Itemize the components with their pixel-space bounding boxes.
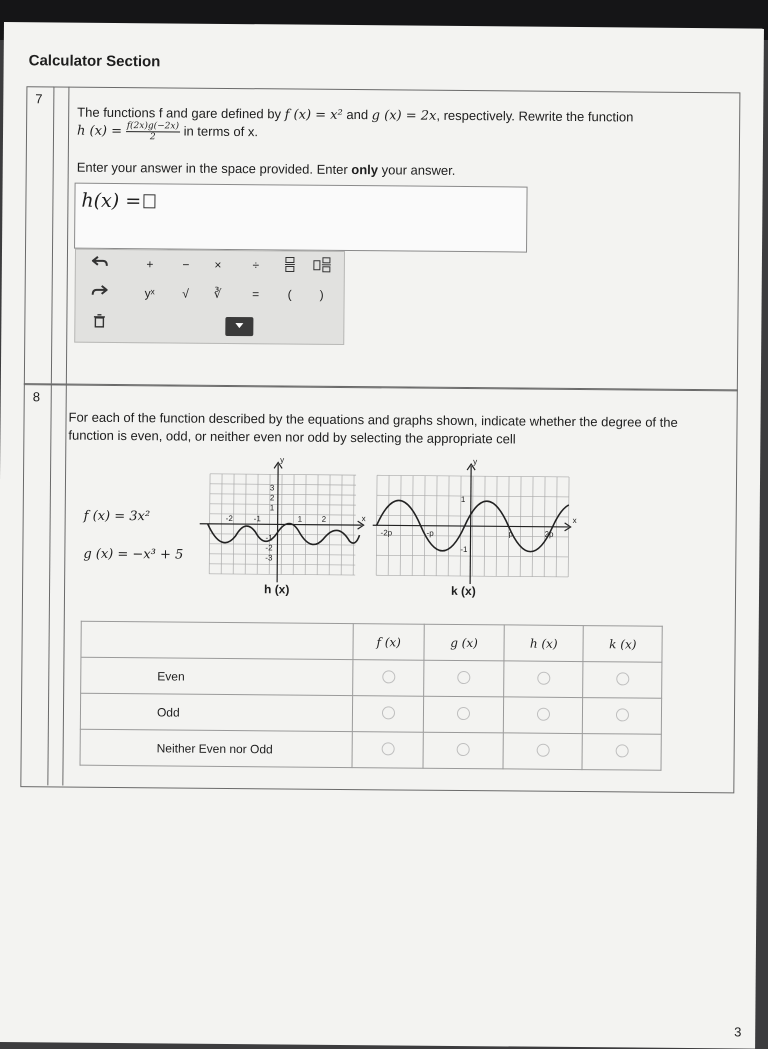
sqrt-button[interactable]: √ [182, 286, 189, 301]
question-8-number: 8 [32, 389, 41, 405]
graph-h-axis-x: x [361, 514, 366, 524]
trash-icon [93, 314, 105, 328]
g-equation: g (x) = −x³ + 5 [83, 546, 184, 563]
minus-button[interactable]: − [182, 257, 190, 272]
open-paren-button[interactable]: ( [287, 287, 292, 302]
radio-g-neither[interactable] [457, 742, 470, 755]
redo-button[interactable] [86, 284, 114, 303]
svg-text:-1: -1 [253, 514, 261, 524]
radio-h-neither[interactable] [536, 743, 549, 756]
graph-k-axis-x: x [572, 515, 577, 526]
graph-h [199, 454, 368, 583]
svg-text:-2: -2 [225, 513, 233, 524]
table-row [80, 693, 661, 734]
question-8-prompt: For each of the function described by the equations and graphs shown, indicate whether the degree of the function is even, odd, or neither even nor odd by selecting the appropriate cell [68, 409, 678, 447]
radio-g-even[interactable] [457, 670, 470, 683]
clear-button[interactable] [85, 314, 113, 333]
radio-h-odd[interactable] [537, 707, 550, 720]
graph-h-label: h (x) [263, 582, 290, 597]
column-header-h: h (x) [504, 625, 584, 662]
fraction-button[interactable] [276, 256, 304, 275]
svg-text:-3: -3 [265, 553, 273, 563]
row-label-even: Even [81, 657, 353, 695]
chevron-down-icon [234, 322, 244, 330]
svg-text:-1: -1 [265, 533, 273, 543]
equals-button[interactable]: = [252, 287, 260, 302]
undo-button[interactable] [86, 255, 114, 274]
svg-text:2: 2 [321, 514, 327, 524]
h-fraction: $\frac{f(2x)g(-2x)}{2}$ [126, 121, 180, 143]
power-button[interactable]: yˣ [144, 286, 155, 301]
question-7-text: The functions f and gare defined by f (x) = x² and g (x) = 2x, respectively. Rewrite the function h (x) = $\frac{f(2x)g(-2x)}{2}$ in terms of x. [76, 104, 634, 143]
section-title: Calculator Section [28, 52, 161, 71]
answer-input-box[interactable] [74, 183, 528, 253]
svg-text:3: 3 [269, 483, 275, 493]
math-toolbar [74, 249, 345, 345]
svg-text:1: 1 [460, 495, 466, 505]
table-row [81, 657, 662, 698]
expand-keypad-button[interactable] [225, 317, 253, 336]
svg-text:1: 1 [297, 514, 303, 524]
mixed-fraction-button[interactable] [308, 257, 336, 276]
radio-h-even[interactable] [537, 671, 550, 684]
graph-k-axis-y: y [473, 457, 478, 467]
degree-table [80, 621, 663, 771]
answer-instruction: Enter your answer in the space provided. Enter only your answer. [76, 159, 456, 178]
graph-k-label: k (x) [450, 583, 476, 599]
worksheet-page [0, 22, 764, 1049]
times-button[interactable]: × [214, 257, 222, 272]
cube-root-button[interactable]: ∛ [213, 286, 222, 301]
fraction-icon [285, 256, 295, 272]
f-equation: f (x) = 3x² [83, 508, 151, 525]
mixed-fraction-icon [313, 257, 331, 273]
graph-h-axis-y: y [280, 455, 285, 465]
svg-text:-2: -2 [265, 543, 273, 553]
plus-button[interactable]: + [146, 257, 154, 272]
radio-k-odd[interactable] [616, 708, 629, 721]
page-number: 3 [734, 1024, 742, 1040]
question-7-number: 7 [35, 91, 43, 107]
radio-k-neither[interactable] [615, 744, 628, 757]
table-row [80, 729, 661, 770]
svg-text:2p: 2p [544, 529, 554, 539]
svg-text:p: p [508, 529, 514, 539]
svg-text:1: 1 [269, 503, 275, 513]
radio-f-even[interactable] [382, 670, 395, 683]
svg-text:-p: -p [426, 528, 434, 538]
radio-g-odd[interactable] [457, 706, 470, 719]
placeholder-box-icon [143, 194, 155, 208]
redo-arrow-icon [92, 284, 108, 298]
svg-text:-1: -1 [460, 545, 468, 555]
graph-k [372, 455, 585, 585]
svg-text:2: 2 [269, 493, 275, 503]
answer-expression: h(x) = [81, 190, 155, 213]
row-label-odd: Odd [80, 693, 352, 731]
divide-button[interactable]: ÷ [252, 258, 260, 273]
close-paren-button[interactable]: ) [319, 287, 324, 302]
column-header-k: k (x) [583, 626, 662, 663]
undo-arrow-icon [92, 255, 108, 269]
column-header-g: g (x) [424, 624, 504, 661]
svg-text:-2p: -2p [380, 528, 393, 538]
radio-k-even[interactable] [616, 672, 629, 685]
radio-f-neither[interactable] [381, 742, 394, 755]
radio-f-odd[interactable] [382, 706, 395, 719]
column-header-f: f (x) [353, 624, 424, 661]
row-label-neither: Neither Even nor Odd [80, 729, 352, 767]
table-header-row [81, 621, 662, 662]
